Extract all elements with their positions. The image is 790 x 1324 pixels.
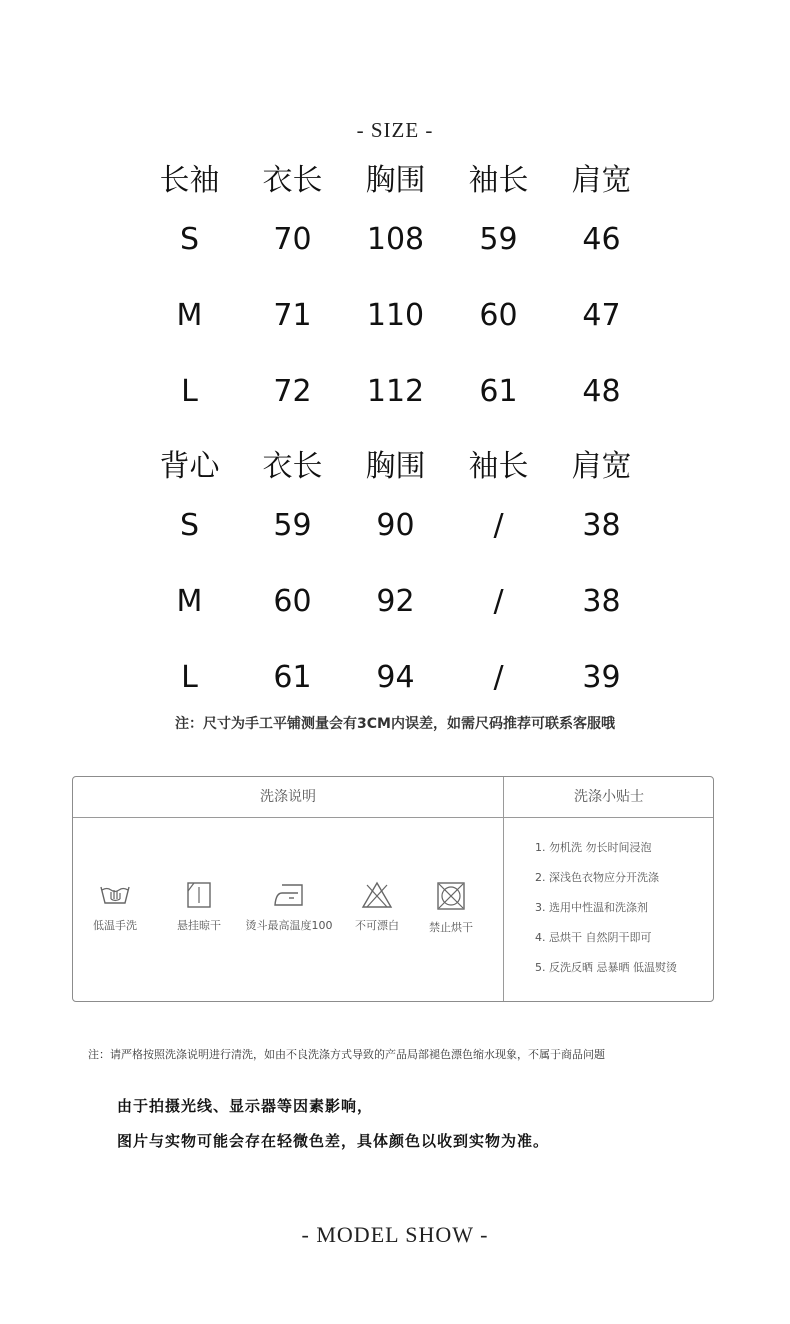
header-cell: 胸围 <box>365 449 426 484</box>
table-row <box>138 294 653 338</box>
header-cell: 肩宽 <box>571 449 632 484</box>
value-cell: 72 <box>273 374 312 409</box>
value-cell: 48 <box>582 374 621 409</box>
value-cell: 94 <box>376 660 415 695</box>
list-item: 3. 选用中性温和洗涤剂 <box>535 901 648 914</box>
hang-dry-item <box>167 881 231 933</box>
value-cell: / <box>493 508 504 543</box>
hand-wash-item <box>83 879 147 933</box>
value-cell: / <box>493 584 504 619</box>
size-cell: S <box>179 508 200 543</box>
header-cell: 胸围 <box>365 163 426 198</box>
header-cell: 袖长 <box>468 163 529 198</box>
list-item: 2. 深浅色衣物应分开洗涤 <box>535 871 659 884</box>
size-table-header <box>138 159 653 203</box>
size-note: 注：尺寸为手工平铺测量会有3CM内误差，如需尺码推荐可联系客服哦 <box>175 716 615 732</box>
tips-title: 洗涤小贴士 <box>574 789 644 805</box>
value-cell: 46 <box>582 222 621 257</box>
list-item: 4. 忌烘干 自然阴干即可 <box>535 931 652 944</box>
value-cell: 38 <box>582 508 621 543</box>
size-cell: M <box>176 298 203 333</box>
table-row <box>138 218 653 262</box>
table-row <box>138 656 653 700</box>
value-cell: 108 <box>366 222 425 257</box>
header-cell: 衣长 <box>262 163 323 198</box>
header-cell: 肩宽 <box>571 163 632 198</box>
header-cell: 背心 <box>159 449 220 484</box>
value-cell: 112 <box>366 374 425 409</box>
disclaimer-line-2: 图片与实物可能会存在轻微色差，具体颜色以收到实物为准。 <box>117 1132 550 1150</box>
value-cell: 47 <box>582 298 621 333</box>
value-cell: 59 <box>479 222 518 257</box>
no-tumble-dry-label: 禁止烘干 <box>429 921 473 934</box>
no-bleach-item <box>345 881 409 933</box>
table-row <box>138 580 653 624</box>
iron-item <box>239 881 339 933</box>
no-tumble-dry-item <box>419 881 483 935</box>
value-cell: 110 <box>366 298 425 333</box>
list-item: 1. 勿机洗 勿长时间浸泡 <box>535 841 652 854</box>
hang-dry-icon <box>186 881 212 909</box>
size-heading: - SIZE - <box>356 118 434 142</box>
hand-wash-label: 低温手洗 <box>93 919 137 932</box>
value-cell: 60 <box>479 298 518 333</box>
header-cell: 衣长 <box>262 449 323 484</box>
value-cell: / <box>493 660 504 695</box>
value-cell: 61 <box>479 374 518 409</box>
care-title: 洗涤说明 <box>260 789 316 805</box>
no-tumble-dry-icon <box>436 881 466 911</box>
size-cell: L <box>181 660 198 695</box>
no-bleach-icon <box>361 881 393 909</box>
value-cell: 61 <box>273 660 312 695</box>
value-cell: 90 <box>376 508 415 543</box>
value-cell: 92 <box>376 584 415 619</box>
hand-wash-icon <box>99 879 131 909</box>
header-cell: 袖长 <box>468 449 529 484</box>
hang-dry-label: 悬挂晾干 <box>177 919 221 932</box>
list-item: 5. 反洗反晒 忌暴晒 低温熨烫 <box>535 961 677 974</box>
value-cell: 39 <box>582 660 621 695</box>
value-cell: 71 <box>273 298 312 333</box>
size-table-header <box>138 445 653 489</box>
disclaimer-line-1: 由于拍摄光线、显示器等因素影响， <box>117 1097 374 1115</box>
table-row <box>138 370 653 414</box>
value-cell: 70 <box>273 222 312 257</box>
header-cell: 长袖 <box>159 163 220 198</box>
iron-icon <box>272 881 306 909</box>
size-cell: S <box>179 222 200 257</box>
value-cell: 60 <box>273 584 312 619</box>
value-cell: 59 <box>273 508 312 543</box>
size-cell: M <box>176 584 203 619</box>
iron-label: 烫斗最高温度100 <box>245 919 333 932</box>
care-instructions-box <box>72 776 714 1002</box>
model-show-heading: - MODEL SHOW - <box>301 1222 489 1247</box>
wash-note: 注：请严格按照洗涤说明进行清洗，如由不良洗涤方式导致的产品局部褪色漂色缩水现象，不属于商品问题 <box>88 1048 605 1061</box>
divider <box>73 817 713 818</box>
size-cell: L <box>181 374 198 409</box>
no-bleach-label: 不可漂白 <box>355 919 399 932</box>
table-row <box>138 504 653 548</box>
value-cell: 38 <box>582 584 621 619</box>
